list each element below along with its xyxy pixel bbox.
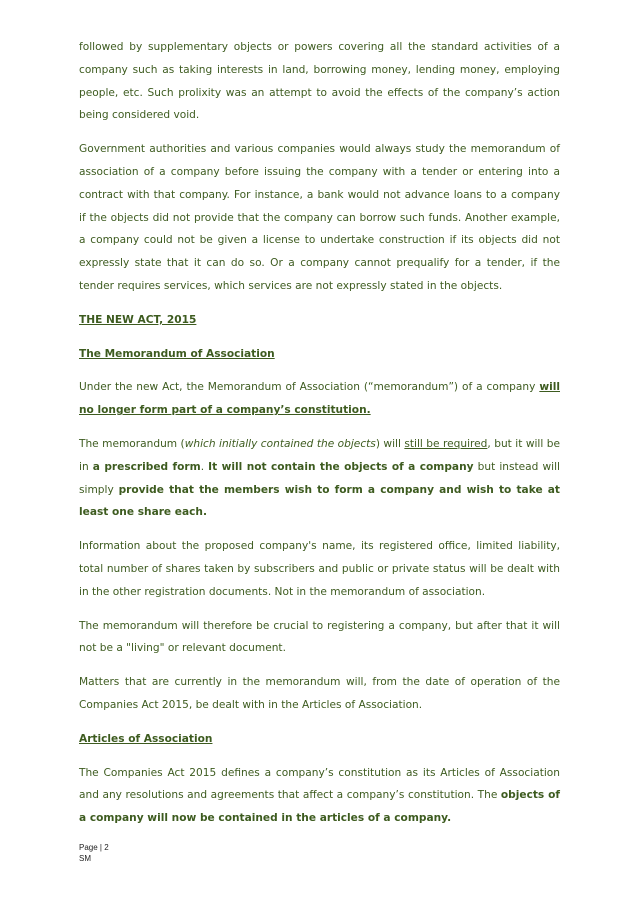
text-run: . — [200, 460, 209, 473]
heading-new-act: THE NEW ACT, 2015 — [79, 313, 197, 326]
text-run: but instead will simply — [79, 460, 560, 496]
paragraph-objects-powers: followed by supplementary objects or powers covering all the standard activities of a company such as taking interests in land, borrowing money, lending money, employing people, etc. Such prolixity was an attempt to avoid the effects of the company’s action being considered void. — [79, 41, 560, 122]
paragraph-prescribed-form — [79, 433, 560, 524]
paragraph-memorandum-crucial: The memorandum will therefore be crucial to registering a company, but after that it will not be a "living" or relevant document. — [79, 619, 560, 655]
paragraph-matters-currently: Matters that are currently in the memorandum will, from the date of operation of the Companies Act 2015, be dealt with in the Articles of Association. — [79, 676, 560, 711]
text-run: , but it will be in — [79, 437, 560, 473]
underline-still-required: still be required — [404, 437, 488, 450]
bold-members-wish: provide that the members wish to form a company and wish to take at least one share each. — [79, 483, 560, 519]
bold-objects-articles: objects of a company will now be contained in the articles of a company. — [79, 789, 560, 825]
bold-no-objects: It will not contain the objects of a company — [208, 460, 474, 473]
paragraph-information-proposed: Information about the proposed company's name, its registered office, limited liability, total number of shares taken by subscribers and public or private status will be dealt with in the other registration documents. Not in the memorandum of association. — [79, 540, 560, 598]
text-run: ) will — [375, 437, 405, 450]
author-initials: SM — [79, 854, 91, 863]
paragraph-new-act-memorandum — [79, 376, 560, 422]
bold-prescribed-form: a prescribed form — [92, 460, 201, 473]
heading-articles: Articles of Association — [79, 732, 213, 745]
text-run: Under the new Act, the Memorandum of Association (“memorandum”) of a company — [79, 381, 540, 394]
text-run: The memorandum ( — [79, 437, 185, 450]
heading-memorandum: The Memorandum of Association — [79, 347, 275, 360]
document-body — [79, 36, 560, 841]
text-run: The Companies Act 2015 defines a company’s constitution as its Articles of Association and any resolutions and agreements that affect a company’s constitution. The — [79, 766, 560, 802]
italic-initially-contained: which initially contained the objects — [184, 437, 376, 450]
page-number: Page | 2 — [79, 843, 109, 852]
page-footer — [79, 842, 109, 864]
paragraph-companies-act-defines — [79, 762, 560, 830]
paragraph-government-authorities: Government authorities and various companies would always study the memorandum of association of a company before issuing the company with a tender or entering into a contract with that company. For instance, a bank would not advance loans to a company if the objects did not provide that the company can borrow such funds. Another example, a company could not be given a license to undertake construction if its objects did not expressly state that it can do so. Or a company cannot prequalify for a tender, if the tender requires services, which services are not expressly stated in the objects. — [79, 143, 560, 292]
emphasis-no-longer-constitution: will no longer form part of a company’s constitution. — [79, 381, 560, 417]
